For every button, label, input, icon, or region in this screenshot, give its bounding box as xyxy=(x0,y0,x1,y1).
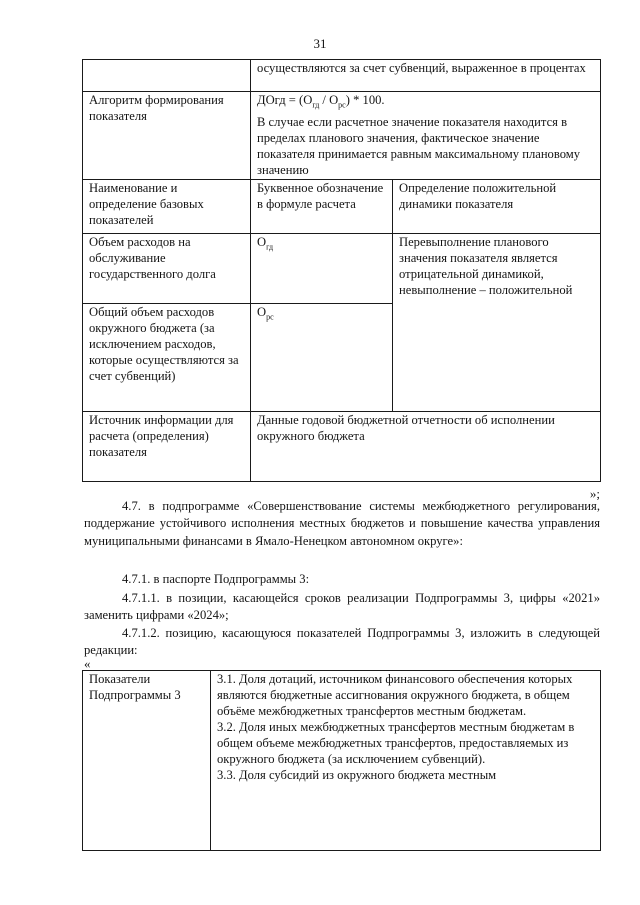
paragraph: 4.7. в подпрограмме «Совершенствование системы межбюджетного регулирования, поддержание устойчивого исполнения местных бюджетов и повышение качества управления муниципальными финансами в Ямало-Ненецком автономном округе»: xyxy=(84,499,600,548)
paragraph: 4.7.1.2. позицию, касающуюся показателей Подпрограммы 3, изложить в следующей редакции: xyxy=(84,626,600,658)
opening-quote: « xyxy=(84,656,91,671)
indicator-item: 3.3. Доля субсидий из окружного бюджета местным xyxy=(217,768,497,782)
table-row xyxy=(83,180,601,234)
page-number: 31 xyxy=(313,36,327,51)
table-cell: Данные годовой бюджетной отчетности об исполнении окружного бюджета xyxy=(251,412,601,482)
table-row xyxy=(83,234,601,304)
table-cell: $О_{рс}$ xyxy=(251,304,393,412)
table-cell: Источник информации для расчета (определения) показателя xyxy=(83,412,251,482)
indicator-table xyxy=(82,59,601,482)
subprogram-indicators-table xyxy=(82,670,601,851)
table-cell: Показатели Подпрограммы 3 xyxy=(83,671,211,851)
table-cell: Наименование и определение базовых показателей xyxy=(83,180,251,234)
table-cell: Определение положительной динамики показателя xyxy=(393,180,601,234)
table-cell: Буквенное обозначение в формуле расчета xyxy=(251,180,393,234)
paragraph: 4.7.1. в паспорте Подпрограммы 3: xyxy=(122,572,310,586)
table-cell: Алгоритм формирования показателя xyxy=(83,92,251,180)
table-cell xyxy=(83,60,251,92)
table-cell: Объем расходов на обслуживание государственного долга xyxy=(83,234,251,304)
paragraph: 4.7.1.1. в позиции, касающейся сроков реализации Подпрограммы 3, цифры «2021» заменить цифрами «2024»; xyxy=(84,591,600,623)
table-cell xyxy=(211,671,601,851)
algorithm-note: В случае если расчетное значение показателя находится в пределах планового значения, фактическое значение показателя принимается равным максимальному плановому значению xyxy=(257,114,581,177)
formula: ДОгд = $(О_{гд} / О_{рс}) * 100$. xyxy=(257,93,385,110)
closing-quote: »; xyxy=(589,486,600,501)
table-cell: осуществляются за счет субвенций, выраженное в процентах xyxy=(251,60,601,92)
table-cell xyxy=(251,92,601,180)
table-row xyxy=(83,60,601,92)
table-row xyxy=(83,671,601,851)
table-cell: Общий объем расходов окружного бюджета (за исключением расходов, которые осуществляются за счет субвенций) xyxy=(83,304,251,412)
indicator-item: 3.2. Доля иных межбюджетных трансфертов местным бюджетам в общем объеме межбюджетных трансфертов, предоставляемых из окружного бюджета (за исключением субвенций). xyxy=(217,720,575,766)
table-row xyxy=(83,92,601,180)
table-cell: $О_{гд}$ xyxy=(251,234,393,304)
indicator-item: 3.1. Доля дотаций, источником финансового обеспечения которых являются бюджетные ассигнования окружного бюджета, в общем объёме межбюджетных трансфертов местным бюджетам. xyxy=(217,672,573,718)
table-row xyxy=(83,412,601,482)
table-cell: Перевыполнение планового значения показателя является отрицательной динамикой, невыполнение – положительной xyxy=(393,234,601,412)
